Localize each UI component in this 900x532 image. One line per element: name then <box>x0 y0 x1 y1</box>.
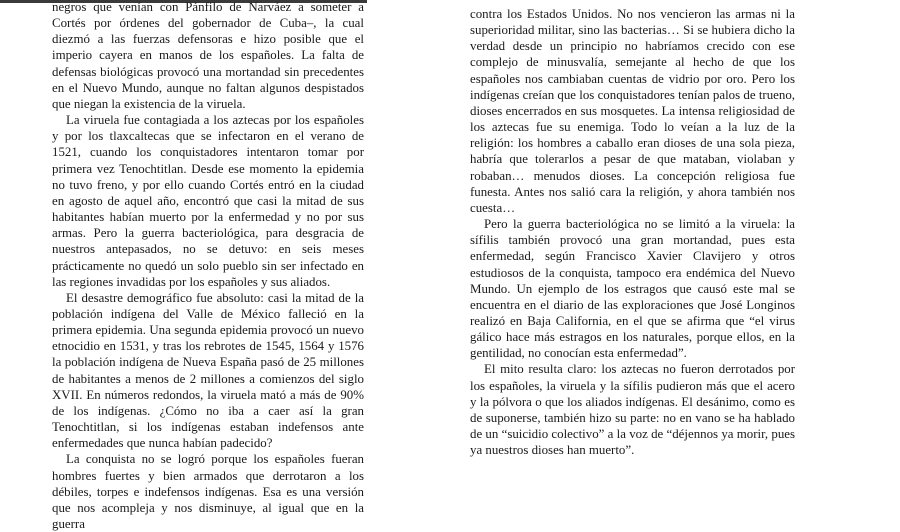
paragraph: El desastre demográfico fue absoluto: casi la mitad de la población indígena del Valle de México falleció en la primera epidemia. Una segunda epidemia provocó un nuevo etnocidio en 1531, y tras los rebrotes de 1545, 1564 y 1576 la población indígena de Nueva España pasó de 25 millones de habitantes a menos de 2 millones a comienzos del siglo XVII. En números redondos, la viruela mató a más de 90% de los indígenas. ¿Cómo no iba a caer así la gran Tenochtitlan, si los indígenas estaban indefensos ante enfermedades que nunca habían padecido? <box>52 290 364 451</box>
paragraph: contra los Estados Unidos. No nos vencieron las armas ni la superioridad militar, sino las bacterias… Si se hubiera dicho la verdad desde un principio no habríamos crecido con ese complejo de minusvalía, semejante al hecho de que los españoles nos cambiaban cuentas de vidrio por oro. Pero los indígenas creían que los conquistadores tenían palos de trueno, dioses encerrados en sus mosquetes. La intensa religiosidad de los aztecas fue su enemiga. Todo lo veían a la luz de la religión: los hombres a caballo eran dioses de una sola pieza, habría que tolerarlos a pesar de que mataban, violaban y robaban… menudos dioses. La concepción religiosa fue funesta. Antes nos salió cara la religión, y ahora también nos cuesta… <box>470 7 795 215</box>
paragraph: negros que venían con Pánfilo de Narváez a someter a Cortés por órdenes del gobernador de Cuba–, la cual diezmó a las fuerzas defensoras e hizo posible que el imperio cayera en manos de los españoles. La falta de defensas biológicas provocó una mortandad sin precedentes en el Nuevo Mundo, aunque no faltan algunos despistados que niegan la existencia de la viruela. <box>52 0 364 111</box>
right-text-column <box>470 6 795 458</box>
left-text-column <box>52 0 364 532</box>
paragraph: El mito resulta claro: los aztecas no fueron derrotados por los españoles, la viruela y la sífilis pudieron más que el acero y la pólvora o que los aliados indígenas. El desánimo, como es de suponerse, también hizo su parte: no en vano se ha hablado de un “suicidio colectivo” a la voz de “déjennos ya morir, pues ya nuestros dioses han muerto”. <box>470 362 795 458</box>
paragraph: Pero la guerra bacteriológica no se limitó a la viruela: la sífilis también provocó una gran mortandad, pues esta enfermedad, según Francisco Xavier Clavijero y otros estudiosos de la conquista, tampoco era endémica del Nuevo Mundo. Un ejemplo de los estragos que causó este mal se encuentra en el diario de las exploraciones que José Longinos realizó en Baja California, en el que se afirma que “el virus gálico hace más estragos en los naturales, porque ellos, en la gentilidad, no conocían esta enfermedad”. <box>470 217 795 361</box>
paragraph: La viruela fue contagiada a los aztecas por los españoles y por los tlaxcaltecas que se infectaron en el verano de 1521, cuando los conquistadores intentaron tomar por primera vez Tenochtitlan. Desde ese momento la epidemia no tuvo freno, y por ello cuando Cortés entró en la ciudad en agosto de aquel año, encontró que casi la mitad de sus habitantes habían muerto por la enfermedad y no por sus armas. Pero la guerra bacteriológica, para desgracia de nuestros antepasados, no se detuvo: en seis meses prácticamente no quedó un solo pueblo sin ser infectado en las regiones invadidas por los españoles y sus aliados. <box>52 113 364 289</box>
paragraph: La conquista no se logró porque los españoles fueran hombres fuertes y bien armados que derrotaron a los débiles, torpes e indefensos indígenas. Esa es una versión que nos acompleja y nos disminuye, al igual que en la guerra <box>52 452 364 531</box>
